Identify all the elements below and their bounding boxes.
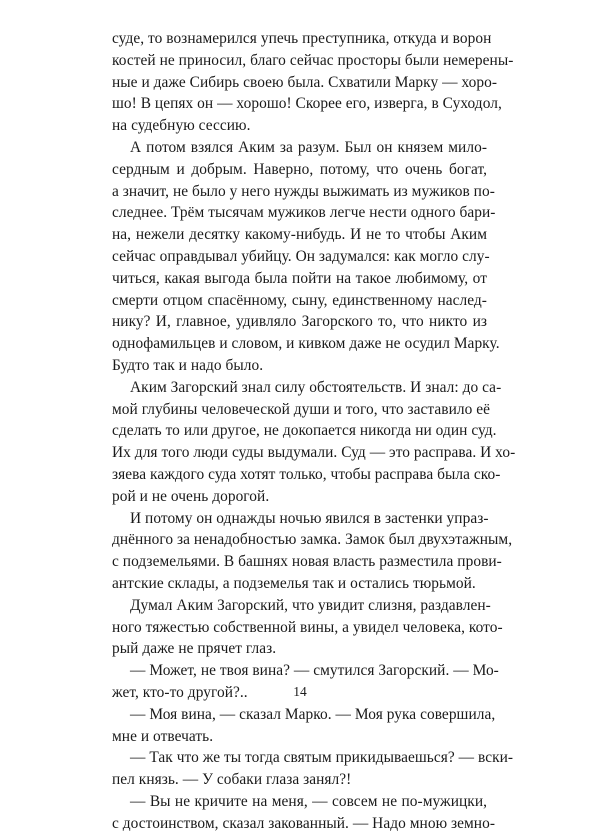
text-line: смерти отцом спасённому, сыну, единственному наслед-: [112, 291, 487, 309]
page-body: [112, 28, 516, 834]
text-line: рый даже не прячет глаз.: [112, 640, 277, 658]
text-line: читься, какая выгода была пойти на такое любимому, от: [112, 269, 487, 287]
text-line: на судебную сессию.: [112, 117, 251, 135]
text-line: нику? И, главное, удивляло Загорского то, что никто из: [112, 313, 487, 331]
text-line: днённого за ненадобностью замка. Замок был двухэтажным,: [112, 531, 513, 549]
dialogue-paragraph: [112, 704, 496, 748]
text-line: жет, кто-то другой?..: [112, 683, 248, 701]
text-line: следнее. Трём тысячам мужиков легче нести одного бари-: [112, 204, 496, 222]
text-line: мой глубины человеческой души и того, что заставило её: [112, 400, 491, 418]
paragraph: [112, 28, 514, 137]
paragraph: [112, 377, 516, 508]
text-line: пел князь. — У собаки глаза занял?!: [112, 771, 352, 789]
dialogue-paragraph: [112, 747, 514, 791]
text-line: — Так что же ты тогда святым прикидываешься? — вски-: [130, 749, 514, 767]
text-line: сейчас оправдывал убийцу. Он задумался: как могло слу-: [112, 247, 490, 265]
text-line: костей не приносил, благо сейчас просторы были немерены-: [112, 51, 514, 69]
text-line: рой и не очень дорогой.: [112, 487, 270, 505]
text-line: с подземельями. В башнях новая власть разместила прови-: [112, 553, 502, 571]
text-line: на, нежели десятку какому-нибудь. И не то чтобы Аким: [112, 226, 487, 244]
text-line: Думал Аким Загорский, что увидит слизня, раздавлен-: [130, 596, 491, 614]
text-line: — Может, не твоя вина? — смутился Загорский. — Мо-: [130, 662, 499, 680]
paragraph: [112, 595, 503, 660]
text-line: однофамильцев и словом, и кивком даже не осудил Марку.: [112, 335, 500, 353]
text-line: Аким Загорский знал силу обстоятельств. И знал: до са-: [130, 378, 502, 396]
text-line: мне и отвечать.: [112, 727, 214, 745]
text-line: суде, то вознамерился упечь преступника, откуда и ворон: [112, 30, 492, 47]
text-line: ные и даже Сибирь своею была. Схватили Марку — хоро-: [112, 73, 498, 91]
text-line: а значит, не было у него нужды выжимать из мужиков по-: [112, 182, 495, 200]
text-line: сердным и добрым. Наверно, потому, что очень богат,: [112, 160, 487, 178]
page-number: 14: [293, 684, 307, 699]
text-line: Их для того люди суды выдумали. Суд — это расправа. И хо-: [112, 444, 516, 462]
text-line: — Моя вина, — сказал Марко. — Моя рука совершила,: [130, 705, 496, 723]
paragraph: [112, 137, 500, 377]
text-line: ного тяжестью собственной вины, а увидел человека, кото-: [112, 618, 503, 636]
text-line: шо! В цепях он — хорошо! Скорее его, изверга, в Суходол,: [112, 95, 502, 113]
dialogue-paragraph: [112, 791, 496, 834]
paragraph: [112, 508, 513, 595]
text-line: А потом взялся Аким за разум. Был он князем мило-: [130, 138, 487, 156]
text-line: — Вы не кричите на меня, — совсем не по-мужицки,: [130, 792, 487, 810]
text-line: Будто так и надо было.: [112, 356, 264, 374]
text-line: зяева каждого суда хотят только, чтобы расправа была ско-: [112, 465, 501, 483]
text-line: сделать то или другое, не докопается никогда ни один суд.: [112, 422, 497, 440]
text-line: антские склады, а подземелья так и остались тюрьмой.: [112, 574, 476, 592]
text-line: И потому он однажды ночью явился в застенки упраз-: [130, 509, 489, 527]
text-line: с достоинством, сказал закованный. — Надо мною земно-: [112, 814, 496, 832]
